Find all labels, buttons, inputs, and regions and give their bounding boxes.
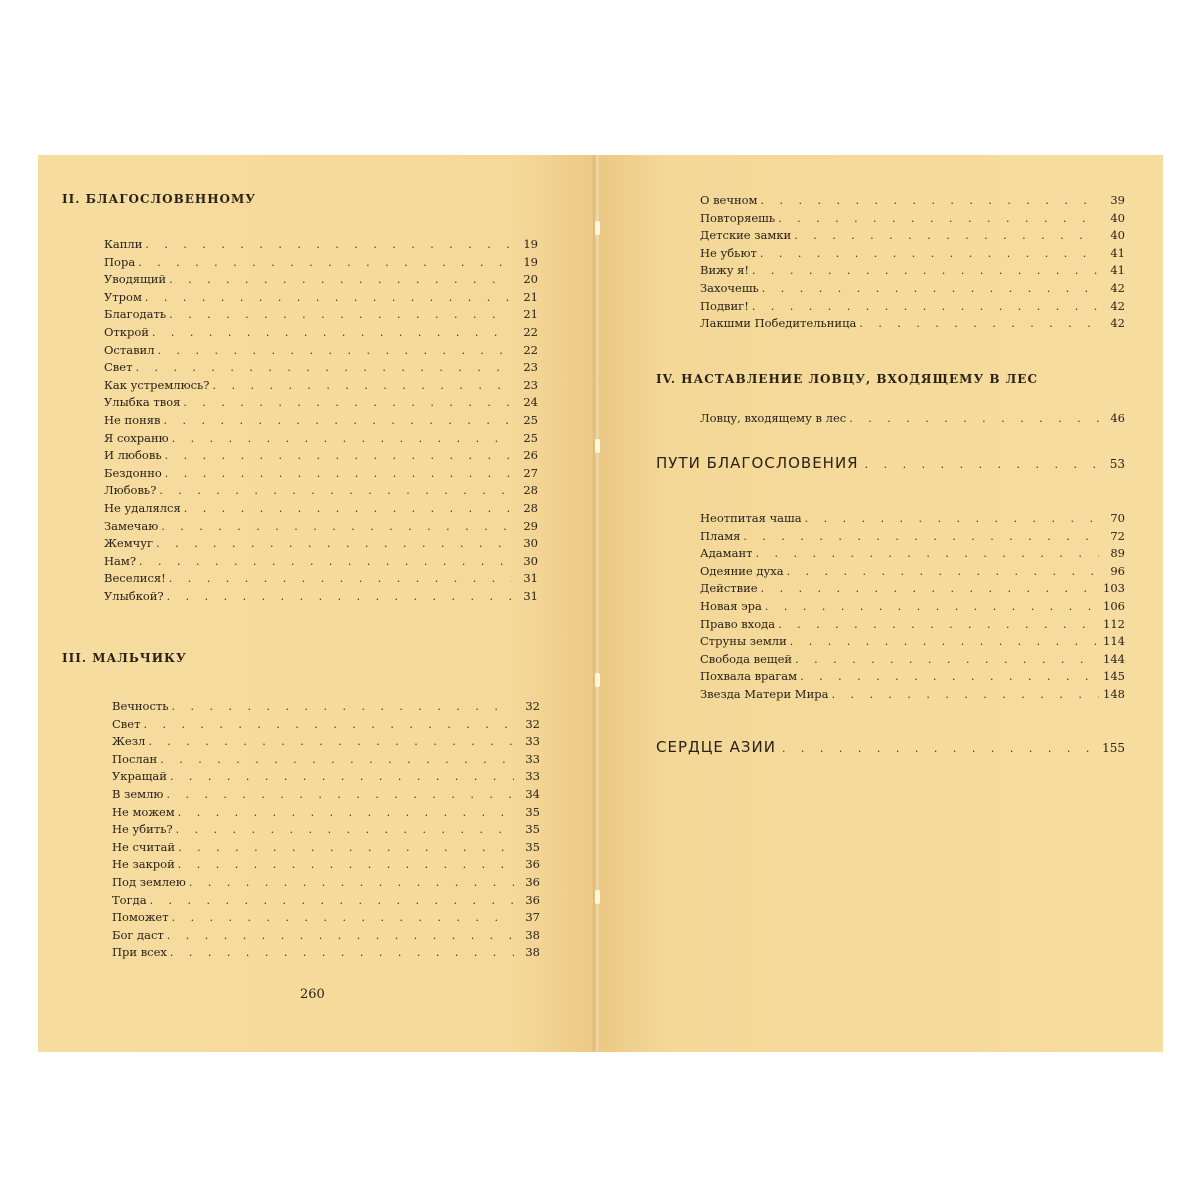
toc-entry-title: Ловцу, входящему в лес [700,411,847,425]
leader-dots [165,447,512,465]
toc-entry-title: Струны земли [700,634,787,649]
toc-entry [112,821,540,839]
toc-entry [104,342,538,360]
toc-entry [112,786,540,804]
toc-entry [104,465,538,483]
toc-entry-page: 37 [525,910,540,925]
leader-dots [169,271,512,289]
leader-dots [167,927,514,945]
toc-entry [700,528,1125,546]
toc-entry-page: 36 [525,874,540,889]
toc-entry-title: Вечность [112,699,169,713]
leader-dots [761,580,1099,598]
toc-entry-page: 30 [523,553,538,568]
toc-entry-page: 36 [525,892,540,907]
leader-dots [169,570,512,588]
leader-dots [161,518,512,536]
toc-entry-title: Открой [104,324,149,339]
toc-entry-page: 114 [1103,634,1125,649]
toc-entry [104,588,538,606]
leader-dots [150,892,514,910]
toc-entry-page: 72 [1110,528,1125,543]
toc-list-section2 [104,236,538,605]
leader-dots [778,616,1099,634]
leader-dots [145,289,512,307]
toc-entry-title: И любовь [104,448,162,463]
toc-entry [700,545,1125,563]
section-title-malchiku: III. МАЛЬЧИКУ [62,651,187,665]
leader-dots [165,465,512,483]
leader-dots [166,786,514,804]
toc-entry-page: 26 [523,448,538,463]
toc-entry-page: 70 [1110,511,1125,525]
toc-entry [700,598,1125,616]
toc-entry-page: 42 [1110,298,1125,313]
toc-entry [104,377,538,395]
toc-entry-page: 42 [1110,316,1125,331]
part-heading-serdtse [656,738,1125,756]
toc-entry [112,804,540,822]
toc-entry-page: 38 [525,945,540,960]
toc-entry [700,510,1125,528]
toc-entry [700,298,1125,316]
toc-entry-title: Утром [104,289,142,304]
toc-entry-title: Одеяние духа [700,563,784,578]
toc-entry-page: 112 [1103,616,1125,631]
part-page-serdtse: 155 [1102,741,1125,755]
toc-entry-title: Повторяешь [700,210,776,225]
toc-entry-page: 30 [523,536,538,551]
leader-dots [762,280,1099,298]
toc-entry-title: Захочешь [700,280,759,295]
toc-entry [104,324,538,342]
toc-entry-title: Не удалялся [104,500,181,515]
left-page [38,155,595,1052]
toc-entry-title: Вижу я! [700,263,749,278]
toc-list-section3 [112,698,540,962]
toc-entry [112,909,540,927]
toc-entry-title: Улыбка твоя [104,395,181,410]
toc-entry [112,927,540,945]
toc-entry [112,768,540,786]
toc-entry-title: Жемчуг [104,536,154,551]
leader-dots [160,751,514,769]
toc-entry-page: 34 [525,786,540,801]
toc-entry-page: 144 [1103,651,1125,666]
leader-dots [183,394,512,412]
toc-entry [700,616,1125,634]
toc-entry-page: 23 [523,360,538,375]
toc-entry-page: 32 [525,699,540,713]
toc-entry [112,751,540,769]
toc-entry-title: Не можем [112,804,175,819]
toc-entry-page: 38 [525,927,540,942]
toc-entry-title: Право входа [700,616,776,631]
leader-dots [189,874,514,892]
toc-entry [112,944,540,962]
leader-dots [167,588,512,606]
toc-entry [700,563,1125,581]
toc-entry-page: 31 [523,571,538,586]
toc-entry-page: 40 [1110,228,1125,243]
toc-entry [700,315,1125,333]
toc-entry [104,500,538,518]
toc-entry-page: 103 [1103,581,1125,596]
toc-entry-title: Не убьют [700,245,757,260]
toc-entry [700,686,1125,704]
part-page-puti: 53 [1109,457,1125,471]
toc-list-section3-continued [700,192,1125,333]
toc-entry-page: 33 [525,751,540,766]
leader-dots [184,500,512,518]
toc-entry-title: Свет [104,360,133,375]
toc-entry-title: Лакшми Победительница [700,316,857,331]
leader-dots [849,410,1099,428]
leader-dots [148,733,514,751]
right-page [600,155,1163,1052]
toc-entry-page: 106 [1103,598,1125,613]
toc-entry-title: Под землею [112,874,186,889]
toc-entry-page: 41 [1110,245,1125,260]
toc-entry-page: 35 [525,804,540,819]
toc-entry [700,262,1125,280]
leader-dots [794,227,1099,245]
toc-entry [700,651,1125,669]
leader-dots [859,315,1099,333]
leader-dots [152,324,512,342]
toc-entry-page: 46 [1110,411,1125,425]
toc-entry [700,668,1125,686]
toc-entry [104,254,538,272]
toc-entry-title: Жезл [112,734,146,749]
toc-entry-title: Свобода вещей [700,651,793,666]
toc-entry [112,856,540,874]
toc-entry-title: В землю [112,786,164,801]
leader-dots [170,768,514,786]
toc-entry-page: 40 [1110,210,1125,225]
leader-dots [170,944,514,962]
part-title-serdtse-azii: СЕРДЦЕ АЗИИ [656,738,776,756]
leader-dots [159,482,512,500]
toc-entry [700,410,1125,428]
toc-entry-page: 96 [1110,563,1125,578]
toc-entry-page: 145 [1103,669,1125,684]
toc-entry-page: 23 [523,377,538,392]
leader-dots [800,668,1099,686]
toc-entry-title: Не считай [112,839,176,854]
part-title-puti-blagosloveniya: ПУТИ БЛАГОСЛОВЕНИЯ [656,454,859,472]
toc-entry [104,553,538,571]
toc-entry-title: Улыбкой? [104,588,164,603]
toc-entry [104,412,538,430]
toc-entry-page: 28 [523,500,538,515]
toc-entry [104,430,538,448]
toc-entry-title: Поможет [112,910,169,925]
toc-entry-page: 25 [523,430,538,445]
toc-entry-title: Действие [700,581,758,596]
toc-entry-title: Капли [104,237,143,251]
page-number: 260 [300,987,325,1002]
leader-dots [778,210,1099,228]
leader-dots [176,821,514,839]
toc-entry [104,271,538,289]
toc-entry [104,570,538,588]
leader-dots [178,804,514,822]
leader-dots [158,342,512,360]
part-heading-puti [656,454,1125,472]
leader-dots [145,236,512,254]
leader-dots [752,298,1099,316]
toc-entry-page: 29 [523,518,538,533]
toc-entry-title: Пора [104,254,136,269]
leader-dots [795,651,1099,669]
toc-entry-title: Похвала врагам [700,669,798,684]
toc-entry-page: 31 [523,588,538,603]
toc-entry-page: 33 [525,769,540,784]
toc-entry [104,518,538,536]
toc-entry-title: При всех [112,945,167,960]
leader-dots [156,535,512,553]
toc-entry [104,306,538,324]
toc-entry [112,716,540,734]
toc-entry-page: 89 [1110,546,1125,561]
leader-dots [760,245,1099,263]
toc-entry-title: Пламя [700,528,741,543]
toc-entry-page: 39 [1110,193,1125,207]
toc-entry [104,535,538,553]
toc-entry [700,580,1125,598]
toc-entry-page: 24 [523,395,538,410]
leader-dots [178,839,514,857]
toc-entry-page: 19 [523,237,538,251]
toc-entry-page: 27 [523,465,538,480]
leader-dots [752,262,1099,280]
toc-entry [104,359,538,377]
toc-entry [112,698,540,716]
toc-entry-page: 32 [525,716,540,731]
toc-entry-page: 35 [525,839,540,854]
toc-entry-title: Не поняв [104,412,161,427]
toc-entry [104,447,538,465]
leader-dots [761,192,1100,210]
toc-entry [104,289,538,307]
toc-entry-title: Детские замки [700,228,792,243]
toc-entry-title: Укращай [112,769,167,784]
toc-entry-title: Веселися! [104,571,166,586]
leader-dots [163,412,512,430]
leader-dots [143,716,514,734]
toc-entry [700,210,1125,228]
toc-entry-title: Бездонно [104,465,162,480]
toc-list-puti [700,510,1125,704]
leader-dots [139,553,512,571]
toc-entry-page: 21 [523,307,538,322]
leader-dots [865,458,1099,471]
toc-entry [104,482,538,500]
toc-list-section4 [700,410,1125,428]
toc-entry [700,245,1125,263]
toc-entry-title: Адамант [700,546,753,561]
toc-entry-page: 148 [1103,686,1125,701]
toc-entry-title: Новая эра [700,598,762,613]
leader-dots [805,510,1099,528]
toc-entry [112,892,540,910]
toc-entry-page: 28 [523,483,538,498]
toc-entry [700,633,1125,651]
toc-entry-title: О вечном [700,193,758,207]
book-spread [38,155,1163,1052]
toc-entry-title: Нам? [104,553,136,568]
toc-entry [112,839,540,857]
toc-entry-title: Не убить? [112,822,173,837]
toc-entry-page: 33 [525,734,540,749]
leader-dots [172,698,514,716]
leader-dots [138,254,512,272]
section-title-nastavlenie: IV. НАСТАВЛЕНИЕ ЛОВЦУ, ВХОДЯЩЕМУ В ЛЕС [656,372,1038,386]
toc-entry [112,874,540,892]
toc-entry-page: 19 [523,254,538,269]
leader-dots [178,856,514,874]
leader-dots [172,430,512,448]
toc-entry-page: 41 [1110,263,1125,278]
toc-entry-title: Я сохраню [104,430,169,445]
toc-entry-title: Послан [112,751,158,766]
toc-entry-title: Оставил [104,342,155,357]
toc-entry-title: Бог даст [112,927,164,942]
leader-dots [743,528,1099,546]
leader-dots [755,545,1099,563]
leader-dots [135,359,512,377]
toc-entry-title: Свет [112,716,141,731]
toc-entry [104,236,538,254]
toc-entry [700,227,1125,245]
leader-dots [765,598,1099,616]
toc-entry-title: Подвиг! [700,298,749,313]
toc-entry-title: Замечаю [104,518,159,533]
leader-dots [212,377,512,395]
toc-entry-title: Неотпитая чаша [700,511,802,525]
toc-entry-title: Любовь? [104,483,157,498]
toc-entry-title: Звезда Матери Мира [700,686,829,701]
leader-dots [790,633,1099,651]
toc-entry-page: 22 [523,342,538,357]
toc-entry-page: 36 [525,857,540,872]
toc-entry-title: Благодать [104,307,167,322]
toc-entry-page: 20 [523,272,538,287]
leader-dots [787,563,1099,581]
toc-entry-page: 21 [523,289,538,304]
leader-dots [169,306,512,324]
toc-entry-title: Тогда [112,892,147,907]
leader-dots [831,686,1099,704]
toc-entry-title: Как устремлюсь? [104,377,210,392]
leader-dots [172,909,514,927]
toc-entry-page: 25 [523,412,538,427]
leader-dots [782,742,1099,755]
toc-entry [104,394,538,412]
toc-entry [112,733,540,751]
toc-entry-title: Уводящий [104,272,167,287]
toc-entry-page: 35 [525,822,540,837]
toc-entry-title: Не закрой [112,857,175,872]
toc-entry-page: 22 [523,324,538,339]
toc-entry-page: 42 [1110,280,1125,295]
toc-entry [700,280,1125,298]
toc-entry [700,192,1125,210]
section-title-blagoslovennomu: II. БЛАГОСЛОВЕННОМУ [62,192,257,206]
